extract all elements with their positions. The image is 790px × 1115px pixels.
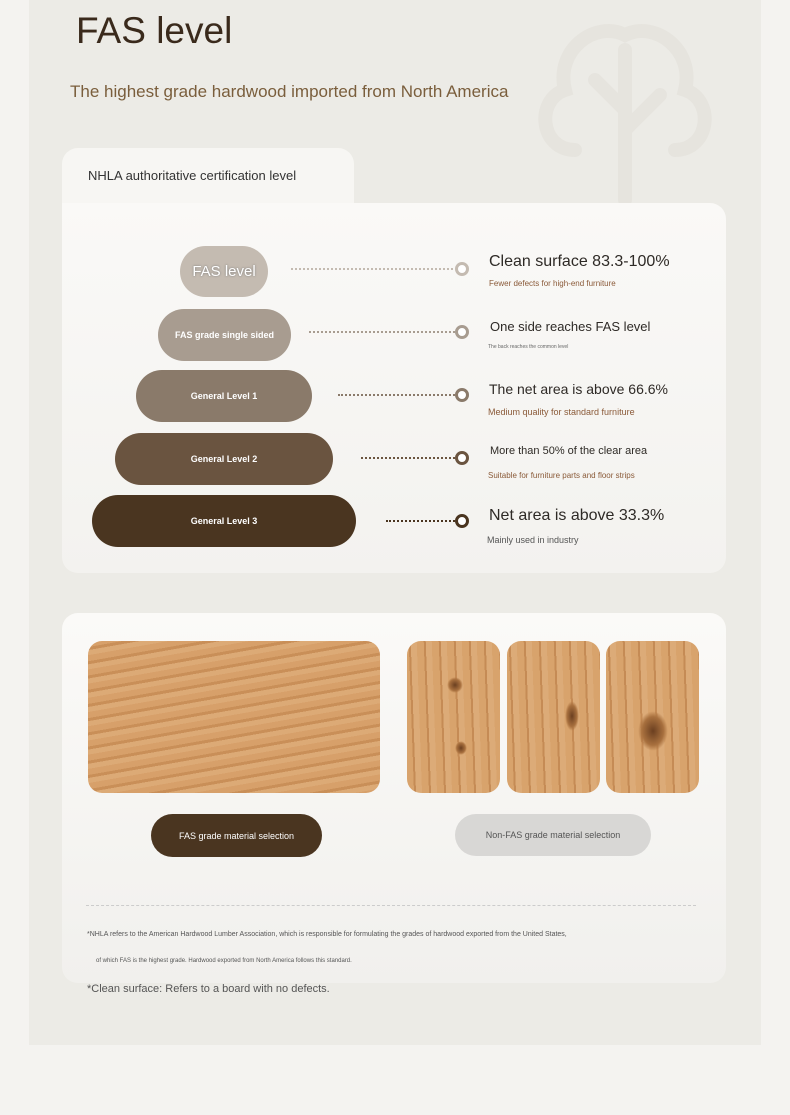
- level-pill-general-3: General Level 3: [92, 495, 356, 547]
- divider: [86, 905, 696, 906]
- note-nhla: *NHLA refers to the American Hardwood Lumber Association, which is responsible for formulating the grades of hardwood exported from the United States,: [87, 931, 567, 938]
- level-sub: Medium quality for standard furniture: [488, 407, 635, 417]
- connector-dots: [291, 268, 453, 270]
- level-heading: Net area is above 33.3%: [489, 507, 665, 524]
- non-fas-material-label: Non-FAS grade material selection: [455, 814, 651, 856]
- level-pill-general-2: General Level 2: [115, 433, 333, 485]
- fas-material-label: FAS grade material selection: [151, 814, 322, 857]
- fas-wood-image: [88, 641, 380, 793]
- level-pill-fas: FAS level: [180, 246, 268, 297]
- level-marker-icon: [455, 388, 469, 402]
- note-nhla-cont: of which FAS is the highest grade. Hardwood exported from North America follows this standard.: [96, 958, 352, 964]
- non-fas-wood-image: [507, 641, 600, 793]
- level-heading: One side reaches FAS level: [490, 319, 651, 334]
- note-clean-surface: *Clean surface: Refers to a board with no defects.: [87, 983, 330, 995]
- non-fas-wood-image: [606, 641, 699, 793]
- level-marker-icon: [455, 451, 469, 465]
- level-sub: The back reaches the common level: [488, 344, 569, 350]
- level-heading: More than 50% of the clear area: [490, 445, 648, 457]
- level-marker-icon: [455, 514, 469, 528]
- tree-icon: [535, 0, 715, 205]
- level-marker-icon: [455, 262, 469, 276]
- non-fas-wood-image: [407, 641, 500, 793]
- page-title: FAS level: [76, 10, 233, 51]
- level-marker-icon: [455, 325, 469, 339]
- level-heading: Clean surface 83.3-100%: [489, 253, 670, 270]
- level-pill-general-1: General Level 1: [136, 370, 312, 422]
- level-heading: The net area is above 66.6%: [489, 381, 669, 397]
- connector-dots: [386, 520, 455, 522]
- connector-dots: [309, 331, 455, 333]
- certification-tab-label: NHLA authoritative certification level: [88, 168, 297, 183]
- page-subtitle: The highest grade hardwood imported from North America: [70, 82, 509, 101]
- level-pill-single-sided: FAS grade single sided: [158, 309, 291, 361]
- connector-dots: [338, 394, 455, 396]
- level-sub: Suitable for furniture parts and floor strips: [488, 471, 635, 480]
- level-sub: Fewer defects for high-end furniture: [489, 279, 616, 288]
- level-sub: Mainly used in industry: [487, 535, 579, 545]
- connector-dots: [361, 457, 455, 459]
